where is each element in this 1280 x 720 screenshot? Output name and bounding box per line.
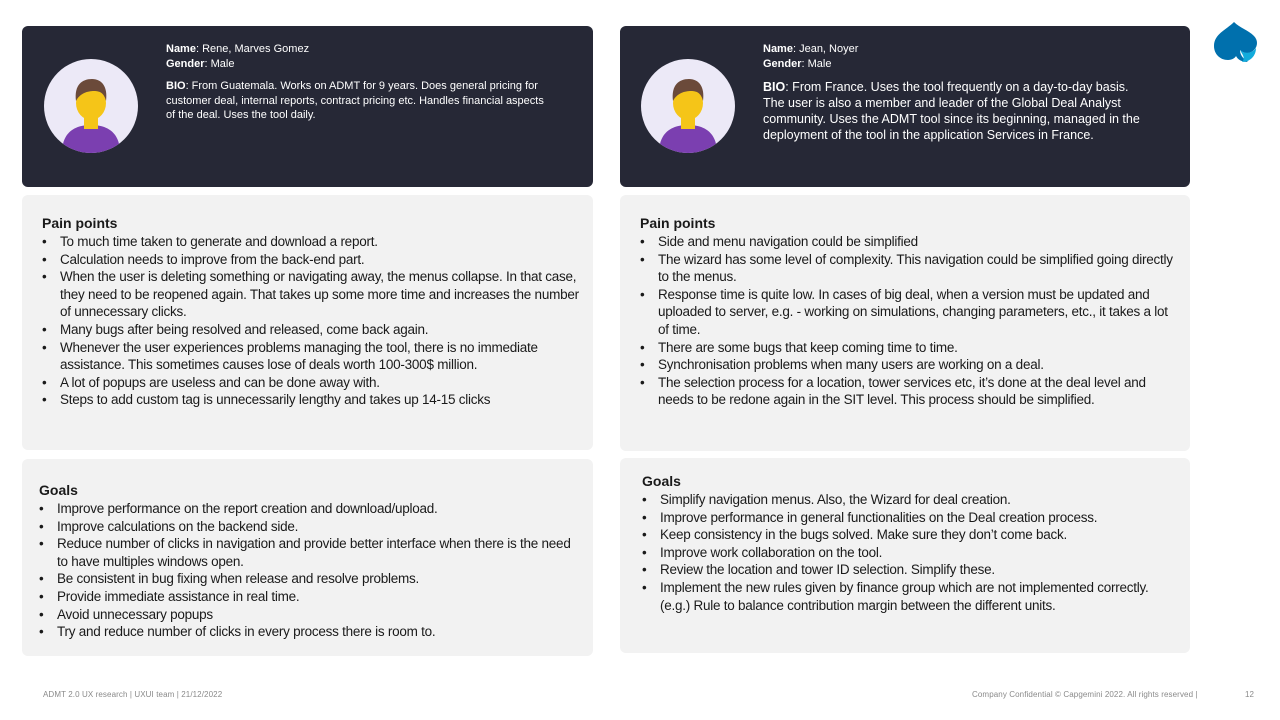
page-number: 12 — [1245, 690, 1255, 699]
list-item: • Improve performance in general functionalities on the Deal creation process. — [642, 509, 1178, 527]
spade-logo-icon — [1212, 20, 1260, 64]
bio-label: BIO — [166, 80, 186, 92]
user-avatar-icon — [44, 59, 138, 153]
list-item: • To much time taken to generate and download a report. — [42, 233, 582, 251]
goals-list — [39, 500, 584, 641]
list-item: • Many bugs after being resolved and released, come back again. — [42, 321, 582, 339]
gender-value: : Male — [801, 57, 832, 70]
name-value: : Jean, Noyer — [792, 43, 859, 55]
name-label: Name — [763, 43, 793, 55]
section-title: Goals — [642, 473, 681, 489]
bio-value: : From Guatemala. Works on ADMT for 9 years. Does general pricing for customer deal, internal reports, contract pricing etc. Handles financial aspects of the deal. Uses the tool daily. — [166, 80, 544, 121]
list-item: • Response time is quite low. In cases of big deal, when a version must be updated and uploaded to server, e.g. - working on simulations, changing parameters, etc., it takes a lot of time. — [640, 286, 1175, 339]
list-item: • Improve performance on the report creation and download/upload. — [39, 500, 584, 518]
name-label: Name — [166, 43, 196, 55]
footer-left: ADMT 2.0 UX research | UXUI team | 21/12/2022 — [43, 690, 223, 699]
list-item: • The wizard has some level of complexity. This navigation could be simplified going directly to the menus. — [640, 251, 1175, 286]
avatar — [641, 59, 735, 153]
persona-card-jean — [620, 26, 1190, 187]
list-item: • Implement the new rules given by finance group which are not implemented correctly. (e.g.) Rule to balance contribution margin between the different units. — [642, 579, 1178, 614]
list-item: • Whenever the user experiences problems managing the tool, there is no immediate assistance. This sometimes causes lose of deals worth 100-300$ million. — [42, 339, 582, 374]
section-title: Goals — [39, 482, 78, 498]
name-value: : Rene, Marves Gomez — [195, 43, 310, 55]
list-item: • Synchronisation problems when many users are working on a deal. — [640, 356, 1175, 374]
list-item: • Avoid unnecessary popups — [39, 606, 584, 624]
gender-label: Gender — [166, 57, 205, 70]
list-item: • Be consistent in bug fixing when release and resolve problems. — [39, 570, 584, 588]
list-item: • Steps to add custom tag is unnecessarily lengthy and takes up 14-15 clicks — [42, 391, 582, 409]
list-item: • Improve calculations on the backend side. — [39, 518, 584, 536]
pain-points-panel-rene — [22, 195, 593, 450]
goals-panel-rene — [22, 459, 593, 656]
list-item: • Calculation needs to improve from the back-end part. — [42, 251, 582, 269]
list-item: • Try and reduce number of clicks in every process there is room to. — [39, 623, 584, 641]
goals-panel-jean — [620, 458, 1190, 653]
footer-right: Company Confidential © Capgemini 2022. All rights reserved | — [972, 690, 1198, 699]
list-item: • Side and menu navigation could be simplified — [640, 233, 1175, 251]
company-logo — [1212, 20, 1260, 64]
list-item: • Improve work collaboration on the tool. — [642, 544, 1178, 562]
gender-label: Gender — [763, 57, 802, 70]
section-title: Pain points — [640, 215, 716, 231]
user-avatar-icon — [641, 59, 735, 153]
pain-points-list — [42, 233, 582, 409]
persona-card-rene — [22, 26, 593, 187]
goals-list — [642, 491, 1178, 614]
list-item: • The selection process for a location, tower services etc, it’s done at the deal level and needs to be redone again in the SIT level. This process should be simplified. — [640, 374, 1175, 409]
list-item: • A lot of popups are useless and can be done away with. — [42, 374, 582, 392]
persona-details — [763, 42, 1148, 143]
bio-value: : From France. Uses the tool frequently on a day-to-day basis. The user is also a member and leader of the Global Deal Analyst community. Uses the ADMT tool since its beginning, managed in the deployment of the tool in the application Services in France. — [763, 80, 1140, 142]
section-title: Pain points — [42, 215, 118, 231]
list-item: • Provide immediate assistance in real time. — [39, 588, 584, 606]
list-item: • Keep consistency in the bugs solved. Make sure they don’t come back. — [642, 526, 1178, 544]
pain-points-list — [640, 233, 1175, 409]
list-item: • There are some bugs that keep coming time to time. — [640, 339, 1175, 357]
list-item: • Simplify navigation menus. Also, the Wizard for deal creation. — [642, 491, 1178, 509]
persona-details — [166, 42, 546, 123]
list-item: • When the user is deleting something or navigating away, the menus collapse. In that case, they need to be reopened again. That takes up some more time and increases the number of unnecessary clicks. — [42, 268, 582, 321]
pain-points-panel-jean — [620, 195, 1190, 451]
gender-value: : Male — [204, 57, 235, 70]
avatar — [44, 59, 138, 153]
bio-label: BIO — [763, 80, 786, 94]
list-item: • Review the location and tower ID selection. Simplify these. — [642, 561, 1178, 579]
list-item: • Reduce number of clicks in navigation and provide better interface when there is the need to have multiples windows open. — [39, 535, 584, 570]
